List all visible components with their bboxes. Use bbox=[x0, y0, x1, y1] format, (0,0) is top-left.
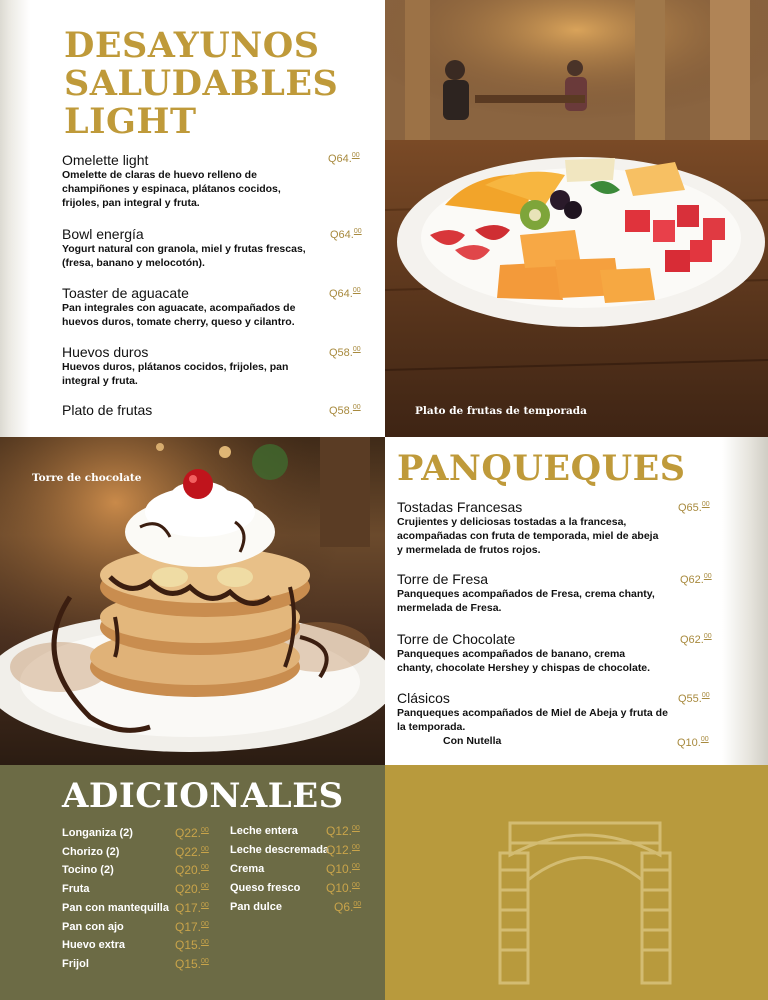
price-cents: 00 bbox=[701, 501, 710, 508]
item-price bbox=[680, 573, 712, 586]
desayunos-title-line-1: DESAYUNOS bbox=[64, 25, 320, 66]
add-item-name: Pan con ajo bbox=[62, 921, 124, 933]
price-value: Q55. bbox=[678, 693, 702, 705]
price-value: Q10. bbox=[677, 737, 701, 749]
price-cents: 00 bbox=[201, 846, 209, 853]
add-item-price bbox=[175, 845, 209, 859]
add-item-price bbox=[175, 901, 209, 915]
price-value: Q64. bbox=[329, 288, 353, 300]
add-item-name: Fruta bbox=[62, 883, 90, 895]
price-value: Q15. bbox=[175, 938, 202, 952]
item-description: Pan integrales con aguacate, acompañados de huevos duros, tomate cherry, queso y cilantro. bbox=[62, 302, 296, 328]
price-value: Q10. bbox=[326, 881, 353, 895]
add-item-price bbox=[175, 863, 209, 877]
price-value: Q58. bbox=[329, 405, 353, 417]
add-item-name: Pan con mantequilla bbox=[62, 902, 169, 914]
add-item-name: Leche descremada bbox=[230, 844, 330, 856]
item-description: Omelette de claras de huevo relleno de champiñones y espinaca, plátanos cocidos, frijoles, pan integral y fruta. bbox=[62, 169, 281, 209]
price-cents: 00 bbox=[352, 863, 360, 870]
menu-item-tostadas-francesas bbox=[397, 499, 662, 557]
panqueques-section bbox=[385, 437, 768, 765]
add-item-price bbox=[175, 826, 209, 840]
item-price bbox=[680, 633, 712, 646]
price-value: Q17. bbox=[175, 901, 202, 915]
item-name: Huevos duros bbox=[62, 344, 149, 360]
price-cents: 00 bbox=[201, 883, 209, 890]
item-description: Crujientes y deliciosas tostadas a la francesa, acompañadas con fruta de temporada, miel de abeja y mermelada de frutos rojos. bbox=[397, 516, 659, 556]
panqueques-title: PANQUEQUES bbox=[397, 448, 686, 489]
menu-item-toaster-aguacate bbox=[62, 285, 317, 329]
add-item-name: Longaniza (2) bbox=[62, 827, 133, 839]
item-name: Clásicos bbox=[397, 690, 450, 706]
item-description: Yogurt natural con granola, miel y frutas frescas, (fresa, banano y melocotón). bbox=[62, 243, 306, 269]
price-value: Q6. bbox=[334, 900, 354, 914]
price-value: Q15. bbox=[175, 957, 202, 971]
price-cents: 00 bbox=[352, 825, 360, 832]
price-value: Q17. bbox=[175, 920, 202, 934]
price-cents: 00 bbox=[201, 827, 209, 834]
decorative-arch-panel bbox=[385, 765, 768, 1000]
add-item-price bbox=[326, 862, 360, 876]
price-value: Q10. bbox=[326, 862, 353, 876]
add-item-name: Huevo extra bbox=[62, 939, 125, 951]
desayunos-section bbox=[0, 0, 385, 437]
add-item-price bbox=[326, 843, 360, 857]
price-value: Q22. bbox=[175, 826, 202, 840]
item-price bbox=[328, 152, 360, 165]
price-value: Q65. bbox=[678, 502, 702, 514]
chocolate-tower-photo bbox=[0, 437, 385, 765]
add-item-name: Crema bbox=[230, 863, 265, 875]
menu-item-torre-fresa bbox=[397, 571, 662, 615]
price-cents: 00 bbox=[352, 404, 361, 411]
price-value: Q64. bbox=[330, 229, 354, 241]
price-value: Q62. bbox=[680, 574, 704, 586]
add-item-name: Tocino (2) bbox=[62, 864, 114, 876]
menu-item-con-nutella bbox=[443, 734, 501, 748]
item-price bbox=[329, 404, 361, 417]
add-item-price bbox=[334, 900, 361, 914]
price-cents: 00 bbox=[352, 287, 361, 294]
menu-item-clasicos bbox=[397, 690, 672, 734]
price-cents: 00 bbox=[703, 573, 712, 580]
add-item-price bbox=[175, 938, 209, 952]
item-price bbox=[678, 501, 710, 514]
add-item-name: Pan dulce bbox=[230, 901, 282, 913]
price-cents: 00 bbox=[201, 921, 209, 928]
menu-item-omelette-light bbox=[62, 152, 317, 210]
price-cents: 00 bbox=[701, 692, 710, 699]
price-value: Q12. bbox=[326, 824, 353, 838]
price-cents: 00 bbox=[700, 736, 709, 743]
item-description: Panqueques acompañados de Miel de Abeja y fruta de la temporada. bbox=[397, 707, 668, 733]
add-item-name: Leche entera bbox=[230, 825, 298, 837]
item-name: Tostadas Francesas bbox=[397, 499, 523, 515]
add-item-name: Chorizo (2) bbox=[62, 846, 120, 858]
fruit-plate-caption: Plato de frutas de temporada bbox=[415, 405, 587, 417]
adicionales-section bbox=[0, 765, 385, 1000]
item-price bbox=[677, 736, 709, 749]
adicionales-title: ADICIONALES bbox=[62, 776, 344, 816]
item-description: Panqueques acompañados de banano, crema chanty, chocolate Hershey y chispas de chocolate. bbox=[397, 648, 651, 674]
price-cents: 00 bbox=[201, 902, 209, 909]
price-cents: 00 bbox=[201, 958, 209, 965]
add-item-price bbox=[326, 824, 360, 838]
add-item-name: Frijol bbox=[62, 958, 89, 970]
price-cents: 00 bbox=[351, 152, 360, 159]
add-item-price bbox=[326, 881, 360, 895]
item-description: Huevos duros, plátanos cocidos, frijoles, pan integral y fruta. bbox=[62, 361, 289, 387]
price-cents: 00 bbox=[353, 228, 362, 235]
item-name: Toaster de aguacate bbox=[62, 285, 189, 301]
add-item-price bbox=[175, 920, 209, 934]
price-cents: 00 bbox=[352, 346, 361, 353]
item-price bbox=[329, 346, 361, 359]
price-cents: 00 bbox=[201, 939, 209, 946]
price-cents: 00 bbox=[201, 864, 209, 871]
menu-item-huevos-duros bbox=[62, 344, 317, 388]
item-name: Torre de Fresa bbox=[397, 571, 489, 587]
add-item-price bbox=[175, 882, 209, 896]
fruit-plate-illustration bbox=[385, 0, 768, 437]
menu-item-bowl-energia bbox=[62, 226, 317, 270]
arch-logo-icon bbox=[385, 765, 768, 1000]
price-value: Q12. bbox=[326, 843, 353, 857]
item-price bbox=[678, 692, 710, 705]
price-value: Q64. bbox=[328, 153, 352, 165]
chocolate-pancake-illustration bbox=[0, 437, 385, 765]
item-price bbox=[329, 287, 361, 300]
desayunos-title-line-2: SALUDABLES bbox=[64, 63, 339, 104]
price-value: Q20. bbox=[175, 882, 202, 896]
price-value: Q22. bbox=[175, 845, 202, 859]
price-value: Q58. bbox=[329, 347, 353, 359]
price-cents: 00 bbox=[352, 844, 360, 851]
menu-item-torre-chocolate bbox=[397, 631, 662, 675]
item-name: Omelette light bbox=[62, 152, 149, 168]
item-name: Bowl energía bbox=[62, 226, 144, 242]
desayunos-title bbox=[64, 25, 364, 142]
fruit-plate-photo bbox=[385, 0, 768, 437]
add-item-price bbox=[175, 957, 209, 971]
price-cents: 00 bbox=[703, 633, 712, 640]
price-value: Q20. bbox=[175, 863, 202, 877]
item-name: Torre de Chocolate bbox=[397, 631, 516, 647]
item-name: Plato de frutas bbox=[62, 402, 153, 418]
item-name: Con Nutella bbox=[443, 735, 502, 747]
desayunos-title-line-3: LIGHT bbox=[64, 101, 197, 142]
price-cents: 00 bbox=[353, 901, 362, 908]
menu-item-plato-frutas bbox=[62, 402, 317, 418]
price-value: Q62. bbox=[680, 634, 704, 646]
item-description: Panqueques acompañados de Fresa, crema chanty, mermelada de Fresa. bbox=[397, 588, 655, 614]
item-price bbox=[330, 228, 362, 241]
chocolate-tower-caption: Torre de chocolate bbox=[32, 472, 142, 484]
price-cents: 00 bbox=[352, 882, 360, 889]
add-item-name: Queso fresco bbox=[230, 882, 301, 894]
